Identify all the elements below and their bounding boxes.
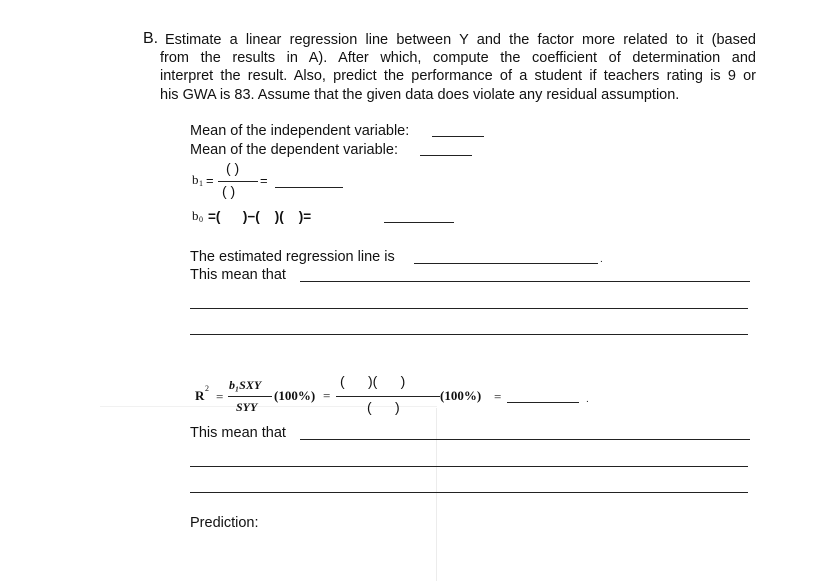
- estimated-line-label: The estimated regression line is: [190, 249, 395, 265]
- question-line-2: from the results in A). After which, compute the coefficient of determination and: [160, 50, 756, 66]
- r-squared-numerator: b₁SXY: [229, 378, 262, 392]
- estimated-line-blank[interactable]: [414, 263, 598, 264]
- intercept-answer-blank[interactable]: [384, 222, 454, 223]
- r-squared-equals: =: [216, 389, 224, 404]
- period: .: [600, 254, 603, 265]
- r-squared-symbol: R: [195, 388, 205, 403]
- r-squared-meaning-blank-3[interactable]: [190, 492, 748, 493]
- question-line-4: his GWA is 83. Assume that the given data does violate any residual assumption.: [160, 87, 680, 103]
- page-edge-line: [436, 408, 437, 581]
- mean-independent-label: Mean of the independent variable:: [190, 123, 410, 139]
- r-squared-pct-1: (100%): [274, 388, 316, 403]
- intercept-expression: =( )−( )( )=: [208, 209, 312, 224]
- slope-symbol: b: [192, 172, 199, 187]
- intercept-subscript: 0: [199, 215, 203, 224]
- period: .: [586, 394, 589, 405]
- slope-denominator: ( ): [222, 183, 236, 199]
- r-squared-meaning-blank-1[interactable]: [300, 439, 750, 440]
- r-squared-equals-2: =: [323, 388, 331, 403]
- r-squared-denominator-2: ( ): [367, 399, 400, 415]
- r-squared-denominator: SYY: [236, 400, 258, 414]
- intercept-symbol: b: [192, 208, 199, 223]
- mean-dependent-label: Mean of the dependent variable:: [190, 142, 398, 158]
- slope-answer-blank[interactable]: [275, 187, 343, 188]
- question-line-3: interpret the result. Also, predict the performance of a student if teachers rating is 9 or: [160, 68, 756, 84]
- r-squared-fraction-bar-2: [336, 396, 440, 397]
- regression-meaning-blank-3[interactable]: [190, 334, 748, 335]
- regression-meaning-label: This mean that: [190, 267, 286, 283]
- r-squared-answer-blank[interactable]: [507, 402, 579, 403]
- r-squared-pct-2: (100%): [440, 388, 482, 403]
- regression-meaning-blank-2[interactable]: [190, 308, 748, 309]
- slope-equals: =: [206, 173, 214, 188]
- prediction-label: Prediction:: [190, 515, 259, 531]
- r-squared-equals-3: =: [494, 389, 502, 404]
- r-squared-fraction-bar: [228, 396, 272, 397]
- regression-meaning-blank-1[interactable]: [300, 281, 750, 282]
- r-squared-numerator-2: ( )( ): [340, 373, 406, 389]
- question-label: B.: [143, 30, 159, 47]
- r-squared-superscript: 2: [205, 384, 209, 393]
- mean-dependent-blank[interactable]: [420, 155, 472, 156]
- mean-independent-blank[interactable]: [432, 136, 484, 137]
- slope-numerator: ( ): [226, 160, 240, 176]
- slope-equals-2: =: [260, 173, 268, 188]
- r-squared-meaning-blank-2[interactable]: [190, 466, 748, 467]
- question-line-1: Estimate a linear regression line between Y and the factor more related to it (based: [165, 32, 756, 48]
- r-squared-meaning-label: This mean that: [190, 425, 286, 441]
- slope-subscript: 1: [199, 179, 203, 188]
